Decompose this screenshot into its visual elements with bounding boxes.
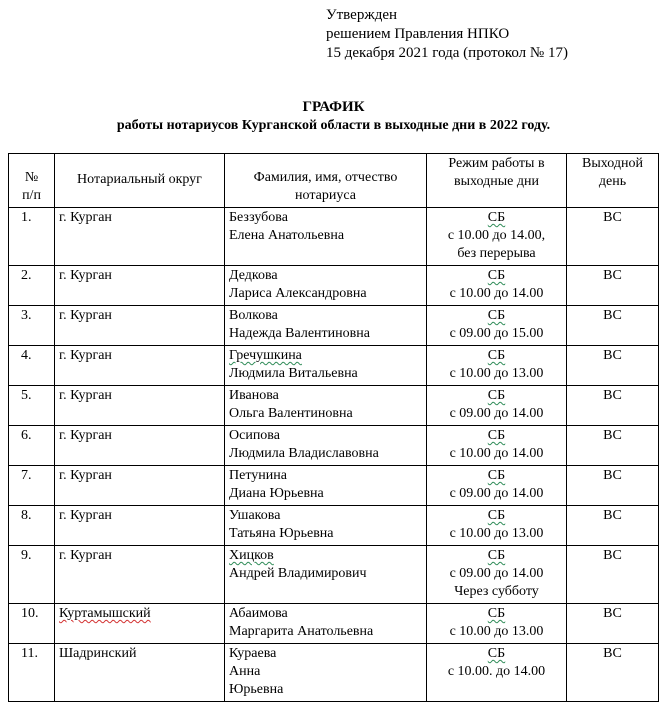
mode-line [431,547,562,565]
name-line [229,285,422,303]
cell-district [55,644,225,702]
table-row [9,346,659,386]
district-text: Куртамышский [59,606,151,621]
cell-mode [427,306,567,346]
cell-num: 7. [9,466,55,506]
table-row [9,466,659,506]
cell-district [55,426,225,466]
name-line [229,267,422,285]
cell-num: 5. [9,386,55,426]
cell-dayoff: ВС [567,426,659,466]
mode-line [431,405,562,423]
district-text: г. Курган [59,468,112,483]
cell-dayoff: ВС [567,506,659,546]
table-row [9,266,659,306]
mode-line [431,227,562,245]
name-line [229,645,422,663]
name-text: Людмила Владиславовна [229,446,379,461]
cell-mode [427,266,567,306]
cell-name [225,644,427,702]
district-text: г. Курган [59,508,112,523]
name-line [229,365,422,383]
cell-dayoff: ВС [567,644,659,702]
cell-name [225,266,427,306]
approval-line: решением Правления НПКО [326,26,510,42]
mode-line [431,645,562,663]
table-row [9,644,659,702]
table-row [9,506,659,546]
mode-text: с 10.00 до 13.00 [449,366,544,381]
name-text: Петунина [229,468,287,483]
cell-dayoff: ВС [567,546,659,604]
cell-num: 3. [9,306,55,346]
mode-text: СБ [487,548,506,563]
mode-line [431,209,562,227]
name-text: Людмила Витальевна [229,366,358,381]
cell-mode [427,386,567,426]
cell-name [225,426,427,466]
mode-line [431,307,562,325]
cell-mode [427,466,567,506]
cell-num: 10. [9,604,55,644]
name-text: Хицков [229,548,274,563]
name-line [229,681,422,699]
name-text: Ольга Валентиновна [229,406,353,421]
document-subtitle: работы нотариусов Курганской области в выходные дни в 2022 году. [116,118,551,133]
cell-name [225,604,427,644]
name-line [229,209,422,227]
name-line [229,427,422,445]
header-num: № п/п [9,154,55,208]
cell-dayoff: ВС [567,346,659,386]
cell-district [55,386,225,426]
header-dayoff: Выходной день [567,154,659,208]
mode-text: СБ [487,348,506,363]
mode-text: СБ [487,508,506,523]
mode-text: с 10.00. до 14.00 [447,664,546,679]
name-line [229,405,422,423]
cell-dayoff: ВС [567,306,659,346]
mode-text: с 10.00 до 14.00, [447,228,546,243]
approval-line: Утвержден [326,7,398,23]
mode-text: с 09.00 до 14.00 [449,406,544,421]
mode-text: СБ [487,468,506,483]
district-text: г. Курган [59,388,112,403]
cell-mode [427,604,567,644]
cell-dayoff: ВС [567,208,659,266]
header-mode: Режим работы в выходные дни [427,154,567,208]
name-line [229,547,422,565]
mode-text: СБ [487,388,506,403]
name-line [229,525,422,543]
name-line [229,485,422,503]
mode-line [431,565,562,583]
mode-line [431,427,562,445]
cell-dayoff: ВС [567,466,659,506]
name-text: Татьяна Юрьевна [229,526,334,541]
table-row [9,426,659,466]
cell-name [225,346,427,386]
cell-mode [427,506,567,546]
mode-line [431,583,562,601]
mode-text: с 10.00 до 14.00 [449,446,544,461]
name-text: Маргарита Анатольевна [229,624,374,639]
name-text: Ушакова [229,508,281,523]
mode-text: Через субботу [454,584,539,599]
cell-district [55,306,225,346]
cell-dayoff: ВС [567,266,659,306]
mode-line [431,507,562,525]
mode-line [431,365,562,383]
header-name: Фамилия, имя, отчество нотариуса [225,154,427,208]
mode-line [431,525,562,543]
mode-line [431,445,562,463]
cell-district [55,466,225,506]
table-row [9,386,659,426]
approval-block [326,6,568,63]
name-text: Надежда Валентиновна [229,326,370,341]
table-row [9,604,659,644]
header-district: Нотариальный округ [55,154,225,208]
cell-name [225,506,427,546]
name-line [229,325,422,343]
district-text: г. Курган [59,268,112,283]
cell-name [225,386,427,426]
district-text: г. Курган [59,428,112,443]
name-line [229,565,422,583]
mode-text: с 10.00 до 13.00 [449,526,544,541]
cell-num: 8. [9,506,55,546]
cell-name [225,208,427,266]
mode-line [431,347,562,365]
name-line [229,507,422,525]
mode-line [431,245,562,263]
cell-mode [427,546,567,604]
mode-line [431,387,562,405]
cell-mode [427,426,567,466]
mode-text: с 09.00 до 14.00 [449,486,544,501]
mode-text: с 10.00 до 14.00 [449,286,544,301]
mode-text: с 09.00 до 14.00 [449,566,544,581]
cell-mode [427,346,567,386]
cell-district [55,266,225,306]
table-row [9,546,659,604]
document-title: ГРАФИК [302,99,365,115]
mode-line [431,485,562,503]
district-text: г. Курган [59,548,112,563]
mode-line [431,267,562,285]
cell-name [225,466,427,506]
cell-district [55,208,225,266]
name-line [229,445,422,463]
name-text: Юрьевна [229,682,284,697]
table-row [9,306,659,346]
district-text: г. Курган [59,210,112,225]
cell-num: 11. [9,644,55,702]
name-line [229,663,422,681]
mode-text: с 10.00 до 13.00 [449,624,544,639]
cell-num: 4. [9,346,55,386]
cell-num: 2. [9,266,55,306]
mode-line [431,623,562,641]
name-text: Осипова [229,428,280,443]
table-header-row [9,154,659,208]
cell-num: 1. [9,208,55,266]
cell-district [55,546,225,604]
name-text: Дедкова [229,268,278,283]
schedule-table [8,153,659,702]
approval-line: 15 декабря 2021 года (протокол № 17) [326,45,568,61]
cell-num: 9. [9,546,55,604]
cell-district [55,346,225,386]
mode-text: СБ [487,428,506,443]
name-text: Лариса Александровна [229,286,367,301]
mode-line [431,325,562,343]
name-text: Гречушкина [229,348,302,363]
mode-line [431,663,562,681]
mode-line [431,467,562,485]
mode-text: СБ [487,646,506,661]
district-text: Шадринский [59,646,137,661]
name-text: Кураева [229,646,277,661]
name-text: Анна [229,664,261,679]
mode-text: без перерыва [457,246,536,261]
name-line [229,467,422,485]
cell-dayoff: ВС [567,604,659,644]
cell-mode [427,644,567,702]
name-text: Абаимова [229,606,288,621]
name-line [229,623,422,641]
mode-text: СБ [487,210,506,225]
name-line [229,347,422,365]
mode-text: СБ [487,268,506,283]
name-text: Волкова [229,308,278,323]
cell-dayoff: ВС [567,386,659,426]
district-text: г. Курган [59,348,112,363]
table-row [9,208,659,266]
cell-district [55,506,225,546]
mode-line [431,605,562,623]
name-line [229,605,422,623]
name-line [229,387,422,405]
name-text: Беззубова [229,210,288,225]
mode-line [431,285,562,303]
name-text: Иванова [229,388,279,403]
mode-text: СБ [487,308,506,323]
mode-text: с 09.00 до 15.00 [449,326,544,341]
name-text: Елена Анатольевна [229,228,345,243]
cell-district [55,604,225,644]
district-text: г. Курган [59,308,112,323]
cell-mode [427,208,567,266]
name-line [229,227,422,245]
name-text: Андрей Владимирович [229,566,367,581]
name-line [229,307,422,325]
name-text: Диана Юрьевна [229,486,324,501]
cell-num: 6. [9,426,55,466]
cell-name [225,306,427,346]
mode-text: СБ [487,606,506,621]
cell-name [225,546,427,604]
